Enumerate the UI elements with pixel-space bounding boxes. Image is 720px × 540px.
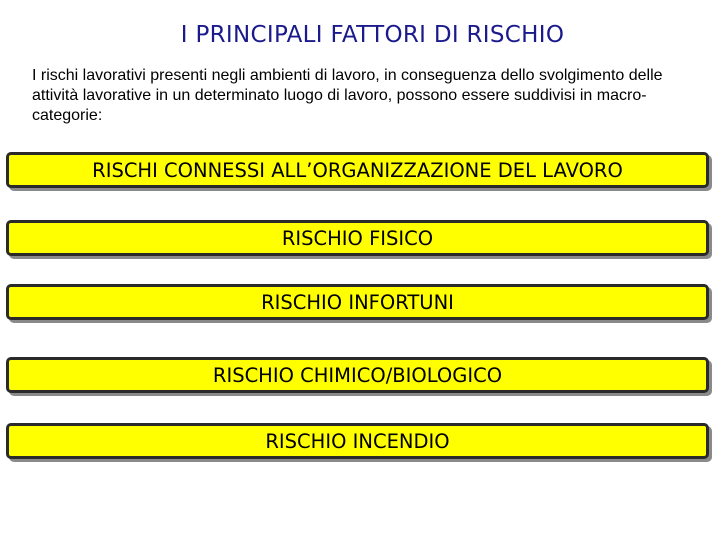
- intro-paragraph: I rischi lavorativi presenti negli ambienti di lavoro, in conseguenza dello svolgimento delle attività lavorative in un determinato luogo di lavoro, possono essere suddivisi in macro-categorie:: [32, 67, 663, 124]
- category-label: RISCHIO CHIMICO/BIOLOGICO: [212, 363, 503, 387]
- category-label: RISCHIO INCENDIO: [265, 429, 450, 453]
- category-label: RISCHIO FISICO: [281, 226, 434, 250]
- page-title: I PRINCIPALI FATTORI DI RISCHIO: [180, 22, 565, 48]
- category-box-organizzazione: [6, 152, 709, 188]
- category-box-chimico-biologico: [6, 357, 709, 393]
- category-label: RISCHIO INFORTUNI: [261, 290, 454, 314]
- category-label: RISCHI CONNESSI ALL’ORGANIZZAZIONE DEL LAVORO: [92, 158, 623, 182]
- category-box-fisico: [6, 220, 709, 256]
- category-box-infortuni: [6, 284, 709, 320]
- category-box-incendio: [6, 423, 709, 459]
